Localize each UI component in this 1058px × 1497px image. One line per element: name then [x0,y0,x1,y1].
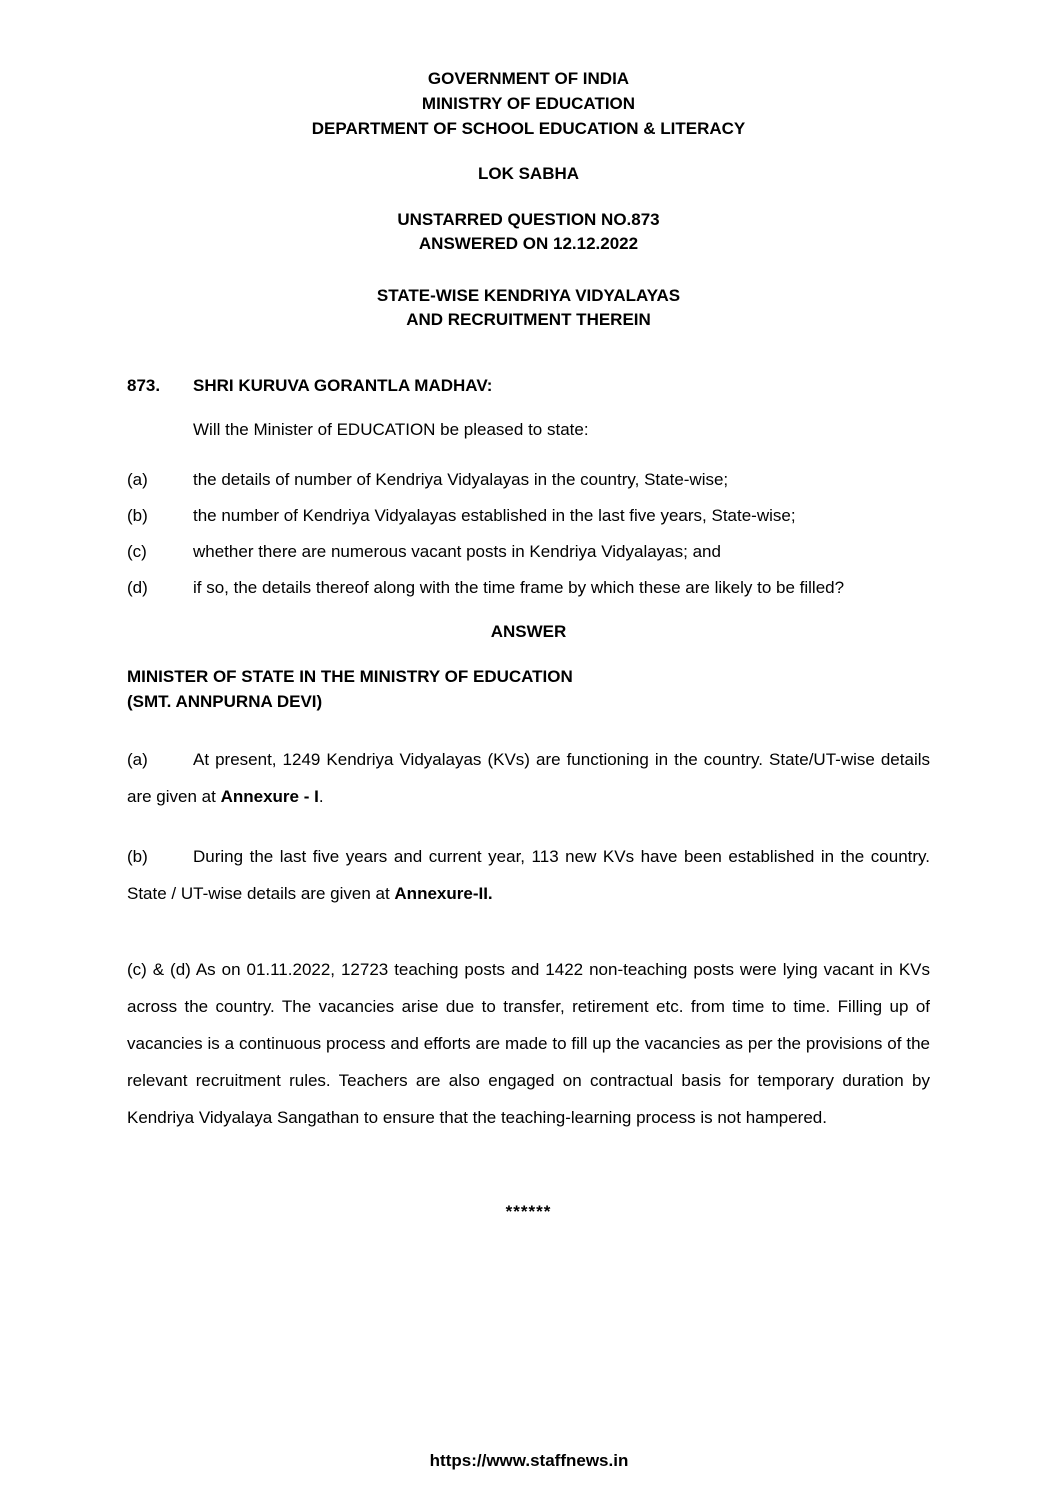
item-label: (d) [127,578,148,597]
end-separator-stars: ****** [505,1202,552,1221]
answer-heading: ANSWER [490,622,567,641]
minister-title: MINISTER OF STATE IN THE MINISTRY OF EDUCATION [127,667,573,686]
annexure-1-reference: Annexure - I [220,787,319,806]
department-title: DEPARTMENT OF SCHOOL EDUCATION & LITERACY [311,119,746,138]
question-item [127,462,930,498]
footer-link[interactable]: https://www.staffnews.in [429,1451,629,1470]
annexure-2-reference: Annexure-II. [394,884,493,903]
question-item [127,534,930,570]
question-intro: Will the Minister of EDUCATION be pleased to state: [193,420,589,439]
answer-para-a-text-end: . [318,787,324,806]
answer-paragraph-cd: (c) & (d) As on 01.11.2022, 12723 teaching posts and 1422 non-teaching posts were lying vacant in KVs across the country. The vacancies arise due to transfer, retirement etc. from time to time. Filling up of vacancies is a continuous process and efforts are made to fill up the vacancies as per the provisions of the relevant recruitment rules. Teachers are also engaged on contractual basis for temporary duration by Kendriya Vidyalaya Sangathan to ensure that the teaching-learning process is not hampered. [127,960,930,1127]
question-asker-row [127,374,930,398]
minister-block [127,664,930,714]
answer-para-b-text: During the last five years and current year, 113 new KVs have been established in the country. State / UT-wise details are given at [127,847,930,903]
answer-para-a-label: (a) [127,750,148,769]
question-asker: SHRI KURUVA GORANTLA MADHAV: [193,376,493,395]
question-item [127,498,930,534]
question-meta [127,208,930,256]
question-items [127,462,930,606]
item-label: (b) [127,506,148,525]
item-text: the number of Kendriya Vidyalayas established in the last five years, State-wise; [193,506,796,525]
answer-para-b-label: (b) [127,847,148,866]
subject-title [127,284,930,332]
question-number-line: UNSTARRED QUESTION NO.873 [397,210,660,229]
answer-para-a-text: At present, 1249 Kendriya Vidyalayas (KVs) are functioning in the country. State/UT-wise details are given at [127,750,930,806]
government-title: GOVERNMENT OF INDIA [427,69,630,88]
minister-name: (SMT. ANNPURNA DEVI) [127,692,323,711]
item-label: (a) [127,470,148,489]
question-number: 873. [127,376,161,395]
footer [0,1451,1058,1471]
subject-line-2: AND RECRUITMENT THEREIN [406,310,651,329]
document-header [127,66,930,141]
item-text: whether there are numerous vacant posts in Kendriya Vidyalayas; and [193,542,721,561]
answer-paragraph-b [127,838,930,912]
item-text: the details of number of Kendriya Vidyalayas in the country, State-wise; [193,470,729,489]
answer-paragraph-a [127,741,930,815]
item-text: if so, the details thereof along with the time frame by which these are likely to be filled? [193,578,845,597]
item-label: (c) [127,542,147,561]
ministry-title: MINISTRY OF EDUCATION [421,94,636,113]
answered-on-line: ANSWERED ON 12.12.2022 [418,234,639,253]
question-item [127,570,930,606]
house-title: LOK SABHA [477,164,580,183]
subject-line-1: STATE-WISE KENDRIYA VIDYALAYAS [376,286,681,305]
